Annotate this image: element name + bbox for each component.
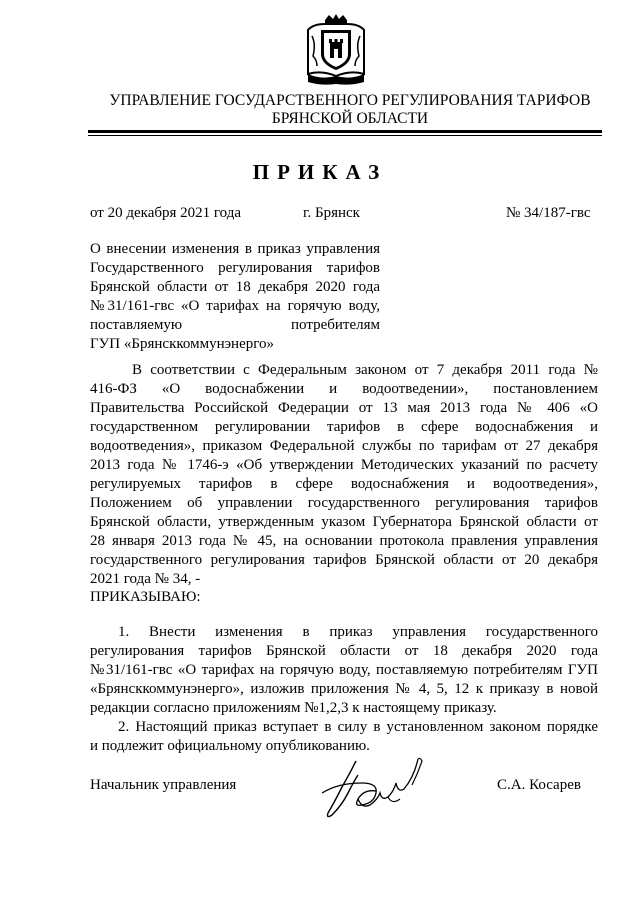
preamble-line: регулируемых тарифов в сфере водоснабжения и водоотведения»,: [90, 476, 598, 492]
subject-line: №31/161-гвс «О тарифах на горячую воду,: [90, 298, 380, 314]
document-title: ПРИКАЗ: [252, 160, 388, 184]
preamble-line: водоотведения», приказом Федеральной службы по тарифам от 27 декабря: [90, 438, 598, 454]
subject-line: Брянской области от 18 декабря 2020 года: [90, 279, 380, 295]
item-line: 1. Внести изменения в приказ управления государственного: [118, 624, 598, 640]
org-name-line1: УПРАВЛЕНИЕ ГОСУДАРСТВЕННОГО РЕГУЛИРОВАНИЯ ТАРИФОВ: [109, 92, 591, 109]
item-line: и подлежит официальному опубликованию.: [90, 738, 370, 754]
coat-of-arms-icon: [303, 14, 369, 88]
item-line: регулирования тарифов Брянской области от 18 декабря 2020 года: [90, 643, 598, 659]
signatory-position: Начальник управления: [90, 777, 237, 793]
order-heading: ПРИКАЗЫВАЮ:: [90, 589, 201, 605]
preamble-line: 2021 года № 34, -: [90, 571, 201, 587]
order-item-2: [90, 718, 598, 756]
subject-line: ГУП «Брянсккоммунэнерго»: [90, 336, 275, 352]
header-rule-thick: [88, 130, 602, 133]
document-date: от 20 декабря 2021 года: [90, 205, 242, 221]
preamble-line: государственном регулировании тарифов в сфере водоснабжения и: [90, 419, 598, 435]
preamble-line: 416-ФЗ «О водоснабжении и водоотведении», постановлением: [90, 381, 598, 397]
signature-icon: [318, 753, 433, 828]
item-line: №31/161-гвс «О тарифах на горячую воду, поставляемую потребителям ГУП: [90, 662, 598, 678]
preamble-line: государственного регулирования тарифов Брянской области от 20 декабря: [90, 552, 598, 568]
preamble-line: 28 января 2013 года № 45, на основании протокола правления управления: [90, 533, 598, 549]
org-name-line2: БРЯНСКОЙ ОБЛАСТИ: [271, 110, 429, 127]
item-line: редакции согласно приложениям №1,2,3 к настоящему приказу.: [90, 700, 497, 716]
subject-line: О внесении изменения в приказ управления: [90, 241, 380, 257]
item-line: «Брянсккоммунэнерго», изложив приложения № 4, 5, 12 к приказу в новой: [90, 681, 598, 697]
document-city: г. Брянск: [303, 205, 360, 221]
preamble-line: Брянской области, утвержденным указом Губернатора Брянской области от: [90, 514, 598, 530]
item-line: 2. Настоящий приказ вступает в силу в установленном законом порядке: [118, 719, 598, 735]
preamble-line: Положением об управлении государственного регулирования тарифов: [90, 495, 598, 511]
preamble-line: Правительства Российской Федерации от 13 мая 2013 года № 406 «О: [90, 400, 598, 416]
signatory-name: С.А. Косарев: [497, 777, 581, 793]
subject-block: [90, 240, 380, 354]
subject-line: поставляемую потребителям: [90, 317, 380, 333]
preamble-paragraph: [90, 361, 598, 589]
header-rule-thin: [88, 135, 602, 136]
preamble-line: В соответствии с Федеральным законом от 7 декабря 2011 года №: [132, 362, 598, 378]
subject-line: Государственного регулирования тарифов: [90, 260, 380, 276]
document-number: № 34/187-гвс: [506, 205, 591, 221]
preamble-line: 2013 года № 1746-э «Об утверждении Методических указаний по расчету: [90, 457, 598, 473]
order-item-1: [90, 623, 598, 718]
